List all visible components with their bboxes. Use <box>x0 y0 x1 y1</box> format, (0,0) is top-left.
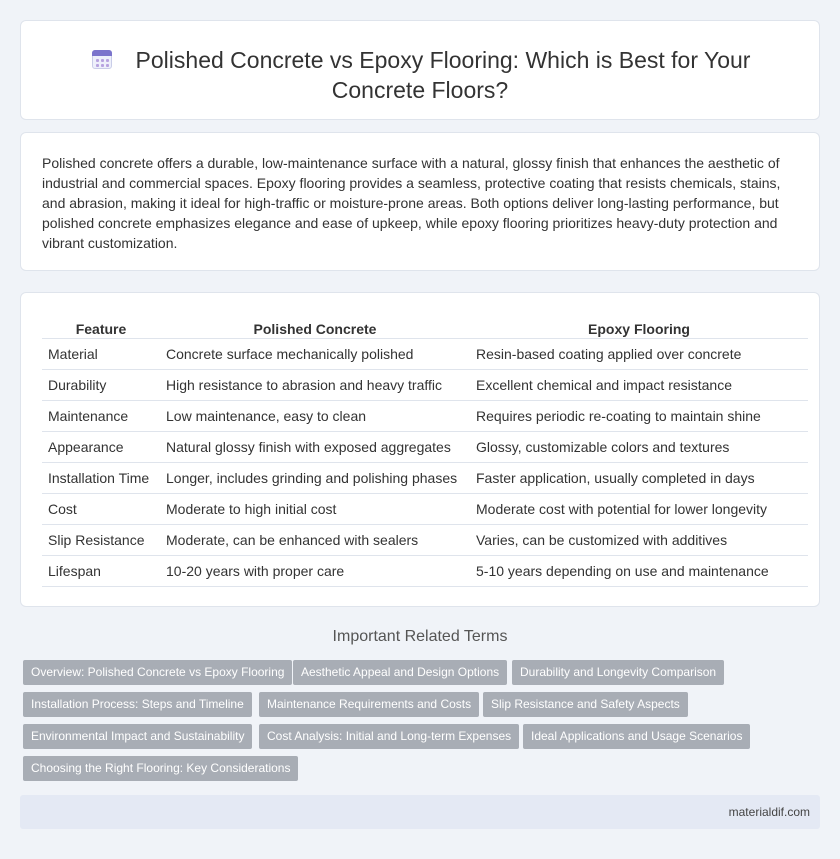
comparison-table <box>42 315 808 587</box>
polished-cell: Longer, includes grinding and polishing phases <box>160 462 470 493</box>
epoxy-cell: Requires periodic re-coating to maintain shine <box>470 400 808 431</box>
page-title: Polished Concrete vs Epoxy Flooring: Which is Best for Your Concrete Floors? <box>135 47 751 103</box>
header-epoxy-flooring: Epoxy Flooring <box>470 315 808 338</box>
related-term-tag[interactable]: Environmental Impact and Sustainability <box>23 724 252 749</box>
feature-cell: Cost <box>42 493 160 524</box>
footer-site-link[interactable]: materialdif.com <box>728 805 810 819</box>
feature-cell: Material <box>42 338 160 369</box>
related-term-tag[interactable]: Choosing the Right Flooring: Key Considerations <box>23 756 298 781</box>
table-row <box>42 493 808 524</box>
feature-cell: Durability <box>42 369 160 400</box>
comparison-card <box>20 292 820 607</box>
feature-cell: Installation Time <box>42 462 160 493</box>
footer-bar <box>20 795 820 829</box>
related-term-tag[interactable]: Cost Analysis: Initial and Long-term Expenses <box>259 724 519 749</box>
header-polished-concrete: Polished Concrete <box>160 315 470 338</box>
calendar-icon <box>90 47 114 71</box>
feature-cell: Lifespan <box>42 555 160 586</box>
epoxy-cell: Varies, can be customized with additives <box>470 524 808 555</box>
title-card <box>20 20 820 120</box>
related-term-tag[interactable]: Maintenance Requirements and Costs <box>259 692 479 717</box>
feature-cell: Appearance <box>42 431 160 462</box>
related-term-tag[interactable]: Slip Resistance and Safety Aspects <box>483 692 688 717</box>
table-row <box>42 431 808 462</box>
intro-paragraph: Polished concrete offers a durable, low-maintenance surface with a natural, glossy finish that enhances the aesthetic of industrial and commercial spaces. Epoxy flooring provides a seamless, protective coating that resists chemicals, stains, and abrasion, making it ideal for high-traffic or moisture-prone areas. Both options deliver long-lasting performance, but polished concrete emphasizes elegance and ease of upkeep, while epoxy flooring prioritizes heavy-duty protection and vibrant customization. <box>42 155 781 251</box>
table-row <box>42 524 808 555</box>
header-feature: Feature <box>42 315 160 338</box>
table-row <box>42 338 808 369</box>
related-term-tag[interactable]: Installation Process: Steps and Timeline <box>23 692 252 717</box>
table-row <box>42 400 808 431</box>
polished-cell: Natural glossy finish with exposed aggregates <box>160 431 470 462</box>
epoxy-cell: Excellent chemical and impact resistance <box>470 369 808 400</box>
related-terms-title: Important Related Terms <box>332 628 508 645</box>
polished-cell: Moderate to high initial cost <box>160 493 470 524</box>
table-header-row <box>42 315 808 338</box>
polished-cell: Concrete surface mechanically polished <box>160 338 470 369</box>
epoxy-cell: Moderate cost with potential for lower longevity <box>470 493 808 524</box>
intro-card <box>20 132 820 271</box>
related-term-tag[interactable]: Aesthetic Appeal and Design Options <box>293 660 507 685</box>
feature-cell: Slip Resistance <box>42 524 160 555</box>
feature-cell: Maintenance <box>42 400 160 431</box>
polished-cell: Moderate, can be enhanced with sealers <box>160 524 470 555</box>
table-row <box>42 462 808 493</box>
related-term-tag[interactable]: Overview: Polished Concrete vs Epoxy Flooring <box>23 660 292 685</box>
polished-cell: Low maintenance, easy to clean <box>160 400 470 431</box>
epoxy-cell: Faster application, usually completed in days <box>470 462 808 493</box>
epoxy-cell: Resin-based coating applied over concrete <box>470 338 808 369</box>
related-term-tag[interactable]: Durability and Longevity Comparison <box>512 660 724 685</box>
table-row <box>42 369 808 400</box>
page-title-wrap <box>21 45 819 105</box>
polished-cell: High resistance to abrasion and heavy traffic <box>160 369 470 400</box>
table-row <box>42 555 808 586</box>
polished-cell: 10-20 years with proper care <box>160 555 470 586</box>
epoxy-cell: 5-10 years depending on use and maintenance <box>470 555 808 586</box>
epoxy-cell: Glossy, customizable colors and textures <box>470 431 808 462</box>
related-term-tag[interactable]: Ideal Applications and Usage Scenarios <box>523 724 750 749</box>
